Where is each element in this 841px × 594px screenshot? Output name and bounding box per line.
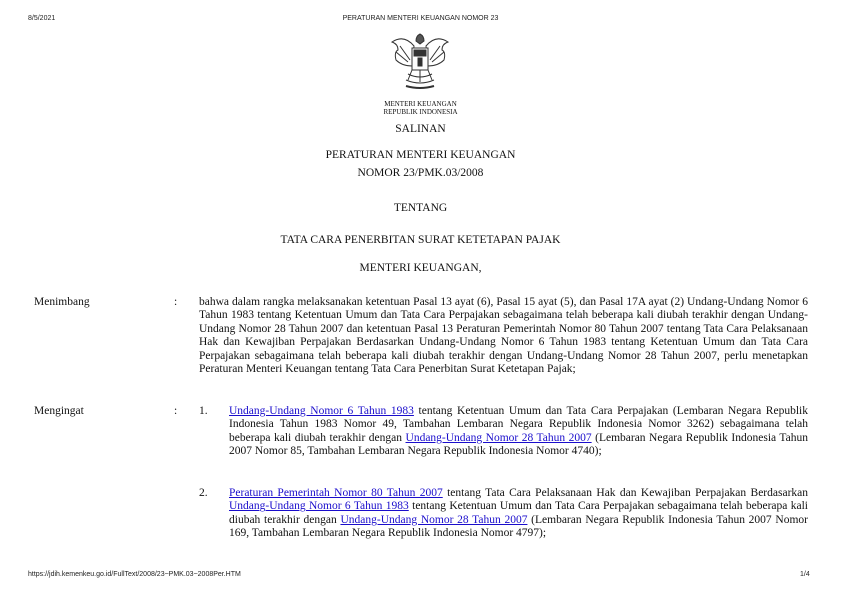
law-link[interactable]: Undang-Undang Nomor 28 Tahun 2007: [405, 431, 592, 444]
menimbang-text: bahwa dalam rangka melaksanakan ketentuan Pasal 13 ayat (6), Pasal 15 ayat (5), dan Pasal 17A ayat (2) Undang-Undang Nomor 6 Tahun 1983 tentang Ketentuan Umum dan Tata Cara Perpajakan sebagaimana telah beberapa kali diubah terakhir dengan Undang-Undang Nomor 28 Tahun 2007 dan ketentuan Pasal 13 Peraturan Pemerintah Nomor 80 Tahun 2007 tentang Tata Cara Pelaksanaan Hak dan Kewajiban Perpajakan Berdasarkan Undang-Undang Nomor 6 Tahun 1983 tentang Ketentuan Umum dan Tata Cara Perpajakan sebagaimana telah beberapa kali diubah terakhir dengan Undang-Undang Nomor 28 Tahun 2007, perlu menetapkan Peraturan Menteri Keuangan tentang Tata Cara Penerbitan Surat Ketetapan Pajak;: [199, 296, 808, 376]
tentang-label: TENTANG: [393, 202, 448, 214]
footer-url: https://jdih.kemenkeu.go.id/FullText/2008/23~PMK.03~2008Per.HTM: [28, 571, 241, 578]
menimbang-label: Menimbang: [34, 296, 90, 308]
mengingat-label: Mengingat: [34, 405, 84, 417]
item-text: tentang Ketentuan Umum dan Tata Cara Perpajakan sebagaimana telah beberapa kali diubah terakhir dengan: [229, 500, 808, 526]
garuda-emblem-icon: [388, 30, 452, 96]
regulation-subject: TATA CARA PENERBITAN SURAT KETETAPAN PAJAK: [280, 234, 561, 246]
issuer-heading: MENTERI KEUANGAN,: [359, 262, 482, 274]
item-number: 1.: [199, 405, 208, 417]
emblem-caption-1: MENTERI KEUANGAN: [384, 100, 457, 108]
page-number: 1/4: [800, 571, 810, 578]
salinan-label: SALINAN: [395, 123, 446, 135]
print-date: 8/5/2021: [28, 15, 56, 22]
item-text: (Lembaran Negara Republik Indonesia Tahun 2007 Nomor 85, Tambahan Lembaran Negara Republik Indonesia Nomor 4740);: [229, 431, 808, 458]
mengingat-item-2: [229, 487, 808, 541]
item-text: tentang Tata Cara Pelaksanaan Hak dan Kewajiban Perpajakan Berdasarkan: [442, 487, 808, 499]
emblem-caption-2: REPUBLIK INDONESIA: [383, 108, 458, 116]
regulation-title: PERATURAN MENTERI KEUANGAN: [325, 149, 516, 161]
menimbang-colon: :: [174, 296, 178, 308]
law-link[interactable]: Undang-Undang Nomor 6 Tahun 1983: [229, 500, 409, 513]
regulation-link[interactable]: Peraturan Pemerintah Nomor 80 Tahun 2007: [229, 487, 443, 499]
regulation-number: NOMOR 23/PMK.03/2008: [357, 167, 484, 179]
mengingat-item-1: [229, 405, 808, 459]
print-title: PERATURAN MENTERI KEUANGAN NOMOR 23: [342, 15, 499, 22]
item-number: 2.: [199, 487, 208, 499]
mengingat-colon: :: [174, 405, 178, 417]
item-text: tentang Ketentuan Umum dan Tata Cara Perpajakan (Lembaran Negara Republik Indonesia Tahun 1983 Nomor 49, Tambahan Lembaran Negara Republik Indonesia Nomor 3262) sebagaimana telah beberapa kali diubah terakhir dengan: [229, 405, 808, 444]
law-link[interactable]: Undang-Undang Nomor 28 Tahun 2007: [340, 513, 528, 526]
item-text: (Lembaran Negara Republik Indonesia Tahun 2007 Nomor 169, Tambahan Lembaran Negara Republik Indonesia Nomor 4797);: [229, 513, 808, 540]
law-link[interactable]: Undang-Undang Nomor 6 Tahun 1983: [229, 405, 414, 417]
